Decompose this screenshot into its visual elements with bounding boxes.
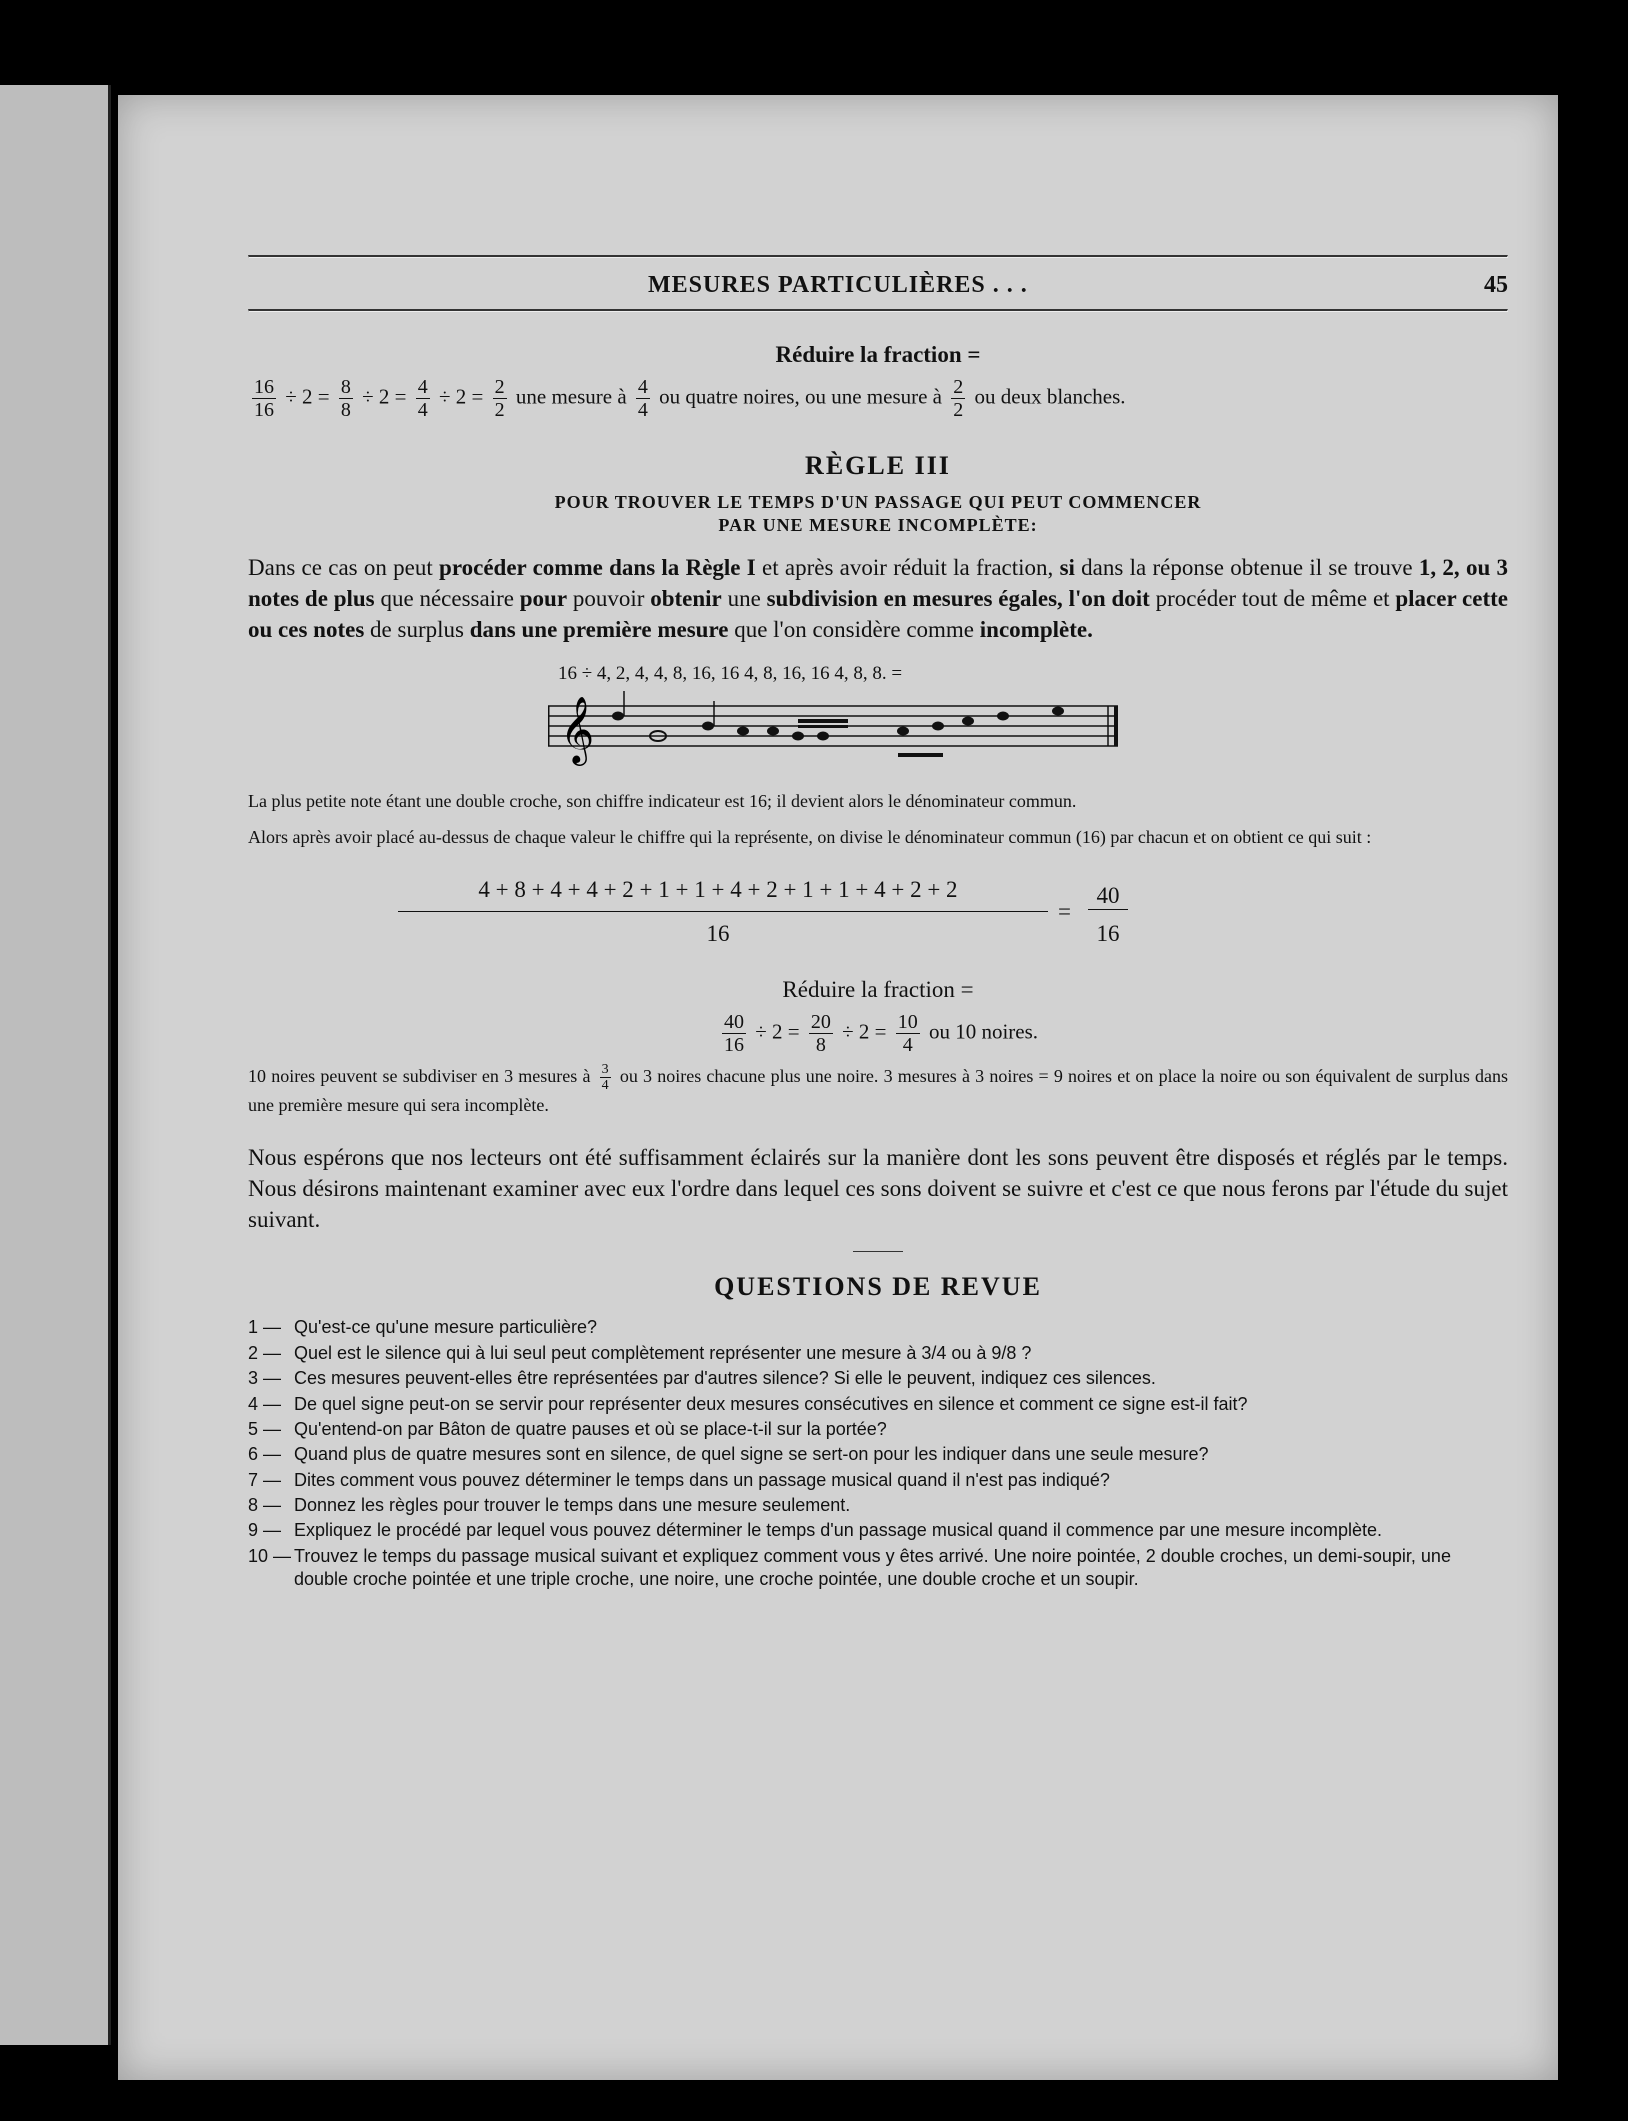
- question-text: Dites comment vous pouvez déterminer le temps dans un passage musical quand il n'est pas indiqué?: [294, 1469, 1110, 1490]
- question-item: [248, 1418, 1508, 1441]
- question-item: [248, 1545, 1508, 1592]
- sum-fraction-bar: [398, 911, 1048, 912]
- reduce-heading-1: Réduire la fraction =: [775, 342, 981, 367]
- note-divide: Alors après avoir placé au-dessus de chaque valeur le chiffre qui la représente, on divise le dénominateur commun (16) par chacun et on obtient ce qui suit :: [248, 827, 1372, 848]
- sum-equation: [248, 877, 1508, 967]
- rule-subtitle: POUR TROUVER LE TEMPS D'UN PASSAGE QUI PEUT COMMENCER PAR UNE MESURE INCOMPLÈTE:: [554, 492, 1202, 536]
- running-header: [248, 258, 1508, 309]
- question-number: 4 —: [248, 1393, 282, 1414]
- svg-text:𝄞: 𝄞: [560, 694, 595, 763]
- reduce-equation-1: $\frac{16}{16}$ ÷ 2 = $\frac{8}{8}$ ÷ 2 = $\frac{4}{4}$ ÷ 2 = $\frac{2}{2}$ une mesure à $\frac{4}{4}$ ou quatre noires, ou une mesure à $\frac{2}{2}$ ou deux blanches.: [254, 376, 1126, 421]
- separator: [853, 1251, 903, 1252]
- reduce-equation-2: $\frac{40}{16}$ ÷ 2 = $\frac{20}{8}$ ÷ 2 = $\frac{10}{4}$ ou 10 noires.: [723, 1010, 1039, 1056]
- question-number: 6 —: [248, 1444, 282, 1465]
- question-text: Expliquez le procédé par lequel vous pouvez déterminer le temps d'un passage musical quand il commence par une mesure incomplète.: [294, 1520, 1383, 1541]
- music-staff-drawing: [548, 691, 1128, 771]
- page-number: 45: [1484, 272, 1508, 298]
- question-item: [248, 1367, 1508, 1390]
- music-staff: [548, 691, 1508, 776]
- sum-result-denominator: 16: [1096, 920, 1120, 946]
- sum-denominator: 16: [706, 920, 730, 946]
- question-number: 8 —: [248, 1495, 282, 1516]
- question-item: [248, 1494, 1508, 1517]
- page: [118, 95, 1558, 2080]
- sum-result-numerator: 40: [1088, 883, 1128, 910]
- question-item: [248, 1393, 1508, 1416]
- rule-title: RÈGLE III: [805, 451, 951, 480]
- question-item: [248, 1316, 1508, 1339]
- left-page-edge: [0, 85, 111, 2045]
- question-text: Qu'entend-on par Bâton de quatre pauses et où se place-t-il sur la portée?: [294, 1418, 887, 1439]
- running-title: MESURES PARTICULIÈRES . . .: [648, 272, 1028, 298]
- question-number: 7 —: [248, 1469, 282, 1490]
- question-number: 9 —: [248, 1520, 282, 1541]
- reduce-heading-2: Réduire la fraction =: [782, 976, 974, 1002]
- header-rule-bottom: [248, 309, 1508, 312]
- question-text: Quand plus de quatre mesures sont en silence, de quel signe se sert-on pour les indiquer dans une seule mesure?: [294, 1444, 1209, 1465]
- note-common-denominator: La plus petite note étant une double croche, son chiffre indicateur est 16; il devient alors le dénominateur commun.: [248, 790, 1077, 811]
- question-number: 2 —: [248, 1342, 282, 1363]
- rule-paragraph: Dans ce cas on peut procéder comme dans la Règle I et après avoir réduit la fraction, si dans la réponse obtenue il se trouve 1, 2, ou 3 notes de plus que nécessaire pour pouvoir obtenir une subdivision en mesures égales, l'on doit procéder tout de même et placer cette ou ces notes de surplus dans une première mesure que l'on considère comme incomplète.: [248, 554, 1509, 642]
- question-item: [248, 1443, 1508, 1466]
- question-text: Trouvez le temps du passage musical suivant et expliquez comment vous y êtes arrivé. Une noire pointée, 2 double croches, un demi-soupir, une double croche pointée et une triple croche, une noire, une croche pointée, une double croche et un soupir.: [294, 1545, 1451, 1590]
- sum-numerator: 4 + 8 + 4 + 4 + 2 + 1 + 1 + 4 + 2 + 1 + 1 + 4 + 2 + 2: [478, 876, 958, 902]
- note-subdivision: 10 noires peuvent se subdiviser en 3 mesures à $\frac{3}{4}$ ou 3 noires chacune plus une noire. 3 mesures à 3 noires = 9 noires et on place la noire ou son équivalent de surplus dans une première mesure qui sera incomplète.: [248, 1061, 1509, 1115]
- question-number: 3 —: [248, 1368, 282, 1389]
- question-item: [248, 1519, 1508, 1542]
- questions-list: [248, 1316, 1508, 1591]
- staff-value-labels: 16 ÷ 4, 2, 4, 4, 8, 16, 16 4, 8, 16, 16 4, 8, 8. =: [558, 662, 903, 684]
- question-text: Ces mesures peuvent-elles être représentées par d'autres silence? Si elle le peuvent, indiquez ces silences.: [294, 1368, 1156, 1389]
- page-content: [248, 255, 1508, 1594]
- question-text: Donnez les règles pour trouver le temps dans une mesure seulement.: [294, 1495, 851, 1516]
- sum-equals: =: [1058, 898, 1071, 924]
- question-number: 1 —: [248, 1317, 282, 1338]
- question-number: 10 —: [248, 1545, 292, 1566]
- questions-title: QUESTIONS DE REVUE: [714, 1272, 1042, 1302]
- question-item: [248, 1342, 1508, 1365]
- question-number: 5 —: [248, 1418, 282, 1439]
- question-text: Quel est le silence qui à lui seul peut complètement représenter une mesure à 3/4 ou à 9/8 ?: [294, 1342, 1032, 1363]
- question-text: De quel signe peut-on se servir pour représenter deux mesures consécutives en silence et comment ce signe est-il fait?: [294, 1393, 1248, 1414]
- closing-paragraph: Nous espérons que nos lecteurs ont été suffisamment éclairés sur la manière dont les sons peuvent être disposés et réglés par le temps. Nous désirons maintenant examiner avec eux l'ordre dans lequel ces sons doivent se suivre et c'est ce que nous ferons par l'étude du sujet suivant.: [248, 1145, 1508, 1233]
- question-item: [248, 1469, 1508, 1492]
- question-text: Qu'est-ce qu'une mesure particulière?: [294, 1317, 598, 1338]
